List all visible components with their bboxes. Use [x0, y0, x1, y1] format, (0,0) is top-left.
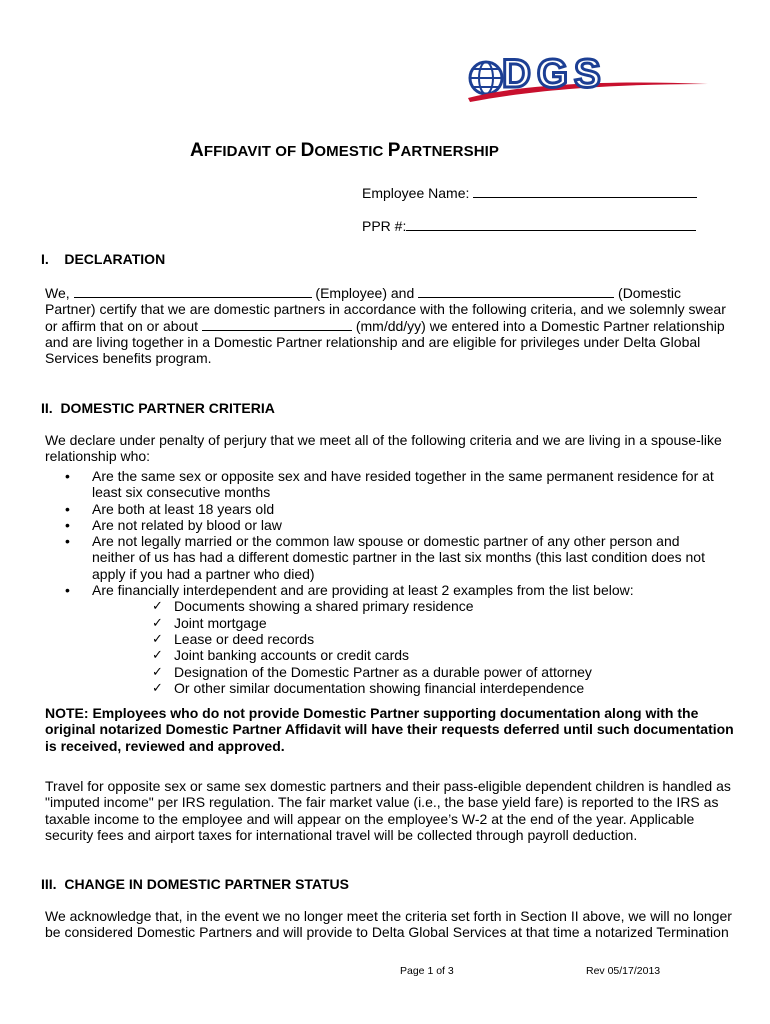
section-3-heading: III. CHANGE IN DOMESTIC PARTNER STATUS — [41, 876, 350, 892]
page-number: Page 1 of 3 — [400, 965, 454, 977]
list-item: • Are the same sex or opposite sex and have resided together in the same permanent residence for at least six consecutive months — [65, 468, 714, 501]
employee-name-row — [362, 183, 697, 201]
section-2-heading: II. DOMESTIC PARTNER CRITERIA — [41, 400, 275, 416]
section-1-heading: I. DECLARATION — [41, 251, 166, 267]
check-item: ✓ Joint banking accounts or credit cards — [152, 647, 410, 664]
logo-text: DGS — [502, 52, 607, 96]
list-item: • Are both at least 18 years old — [65, 500, 275, 517]
check-item: ✓ Lease or deed records — [152, 630, 315, 647]
page-title: AFFIDAVIT OF DOMESTIC PARTNERSHIP — [190, 140, 500, 161]
checkmark-icon: ✓ — [152, 679, 163, 695]
criteria-intro: We declare under penalty of perjury that we meet all of the following criteria and we are living in a spouse-like relationship who: — [45, 432, 722, 465]
list-item: • Are not related by blood or law — [65, 516, 282, 533]
status-change-paragraph: We acknowledge that, in the event we no longer meet the criteria set forth in Section II above, we will no longer be considered Domestic Partners and will provide to Delta Global Services at that time a notarized Termination — [45, 908, 732, 941]
check-item: ✓ Joint mortgage — [152, 614, 267, 631]
date-blank[interactable] — [202, 318, 352, 331]
criteria-list — [64, 468, 724, 696]
checkmark-icon: ✓ — [152, 647, 163, 663]
list-item: • Are not legally married or the common law spouse or domestic partner of any other person and neither of us has had a different domestic partner in the last six months (this last condition does not apply if you had a partner who died) — [65, 533, 705, 582]
revision-date: Rev 05/17/2013 — [586, 965, 661, 977]
employee-name-field[interactable] — [473, 183, 697, 198]
employee-name-label: Employee Name: — [362, 185, 470, 201]
ppr-label: PPR #: — [362, 218, 407, 234]
checkmark-icon: ✓ — [152, 663, 163, 679]
partner-blank[interactable] — [418, 285, 614, 298]
check-item: ✓ Or other similar documentation showing financial interdependence — [152, 679, 585, 696]
travel-paragraph: Travel for opposite sex or same sex domestic partners and their pass-eligible dependent children is handled as "imputed income" per IRS regulation. The fair market value (i.e., the base yield fare) is reported to the IRS as taxable income to the employee and will appear on the employee’s W-2 at the end of the year. Applicable security fees and airport taxes for international travel will be collected through payroll deduction. — [45, 778, 731, 843]
employee-blank[interactable] — [74, 285, 312, 298]
declaration-paragraph: We, (Employee) and (Domestic Partner) certify that we are domestic partners in accordance with the following criteria, and we solemnly swear or affirm that on or about (mm/dd/yy) we entered into a Domestic Partner relationship and are living together in a Domestic Partner relationship and are eligible for privileges under Delta Global Services benefits program. — [45, 285, 726, 367]
checkmark-icon: ✓ — [152, 614, 163, 630]
ppr-field[interactable] — [406, 216, 696, 231]
list-item: • Are financially interdependent and are providing at least 2 examples from the list below: ✓ Documents showing a shared primary residence ✓ Joint mortgage ✓ Lease or deed records ✓ Joint banking accounts or credit cards ✓ Designation of the Domestic Partner as a durable power of attorney ✓ Or other similar documentation showing financial interdependence — [64, 582, 724, 696]
note-paragraph: NOTE: Employees who do not provide Domestic Partner supporting documentation along with the original notarized Domestic Partner Affidavit will have their requests deferred until such documentation is received, reviewed and approved. — [45, 705, 734, 754]
evidence-list — [92, 598, 724, 696]
dgs-logo — [462, 54, 710, 106]
checkmark-icon: ✓ — [152, 630, 163, 646]
ppr-row — [362, 216, 696, 234]
check-item: ✓ Designation of the Domestic Partner as a durable power of attorney — [152, 663, 592, 680]
check-item: ✓ Documents showing a shared primary residence — [152, 598, 474, 615]
checkmark-icon: ✓ — [152, 598, 163, 614]
